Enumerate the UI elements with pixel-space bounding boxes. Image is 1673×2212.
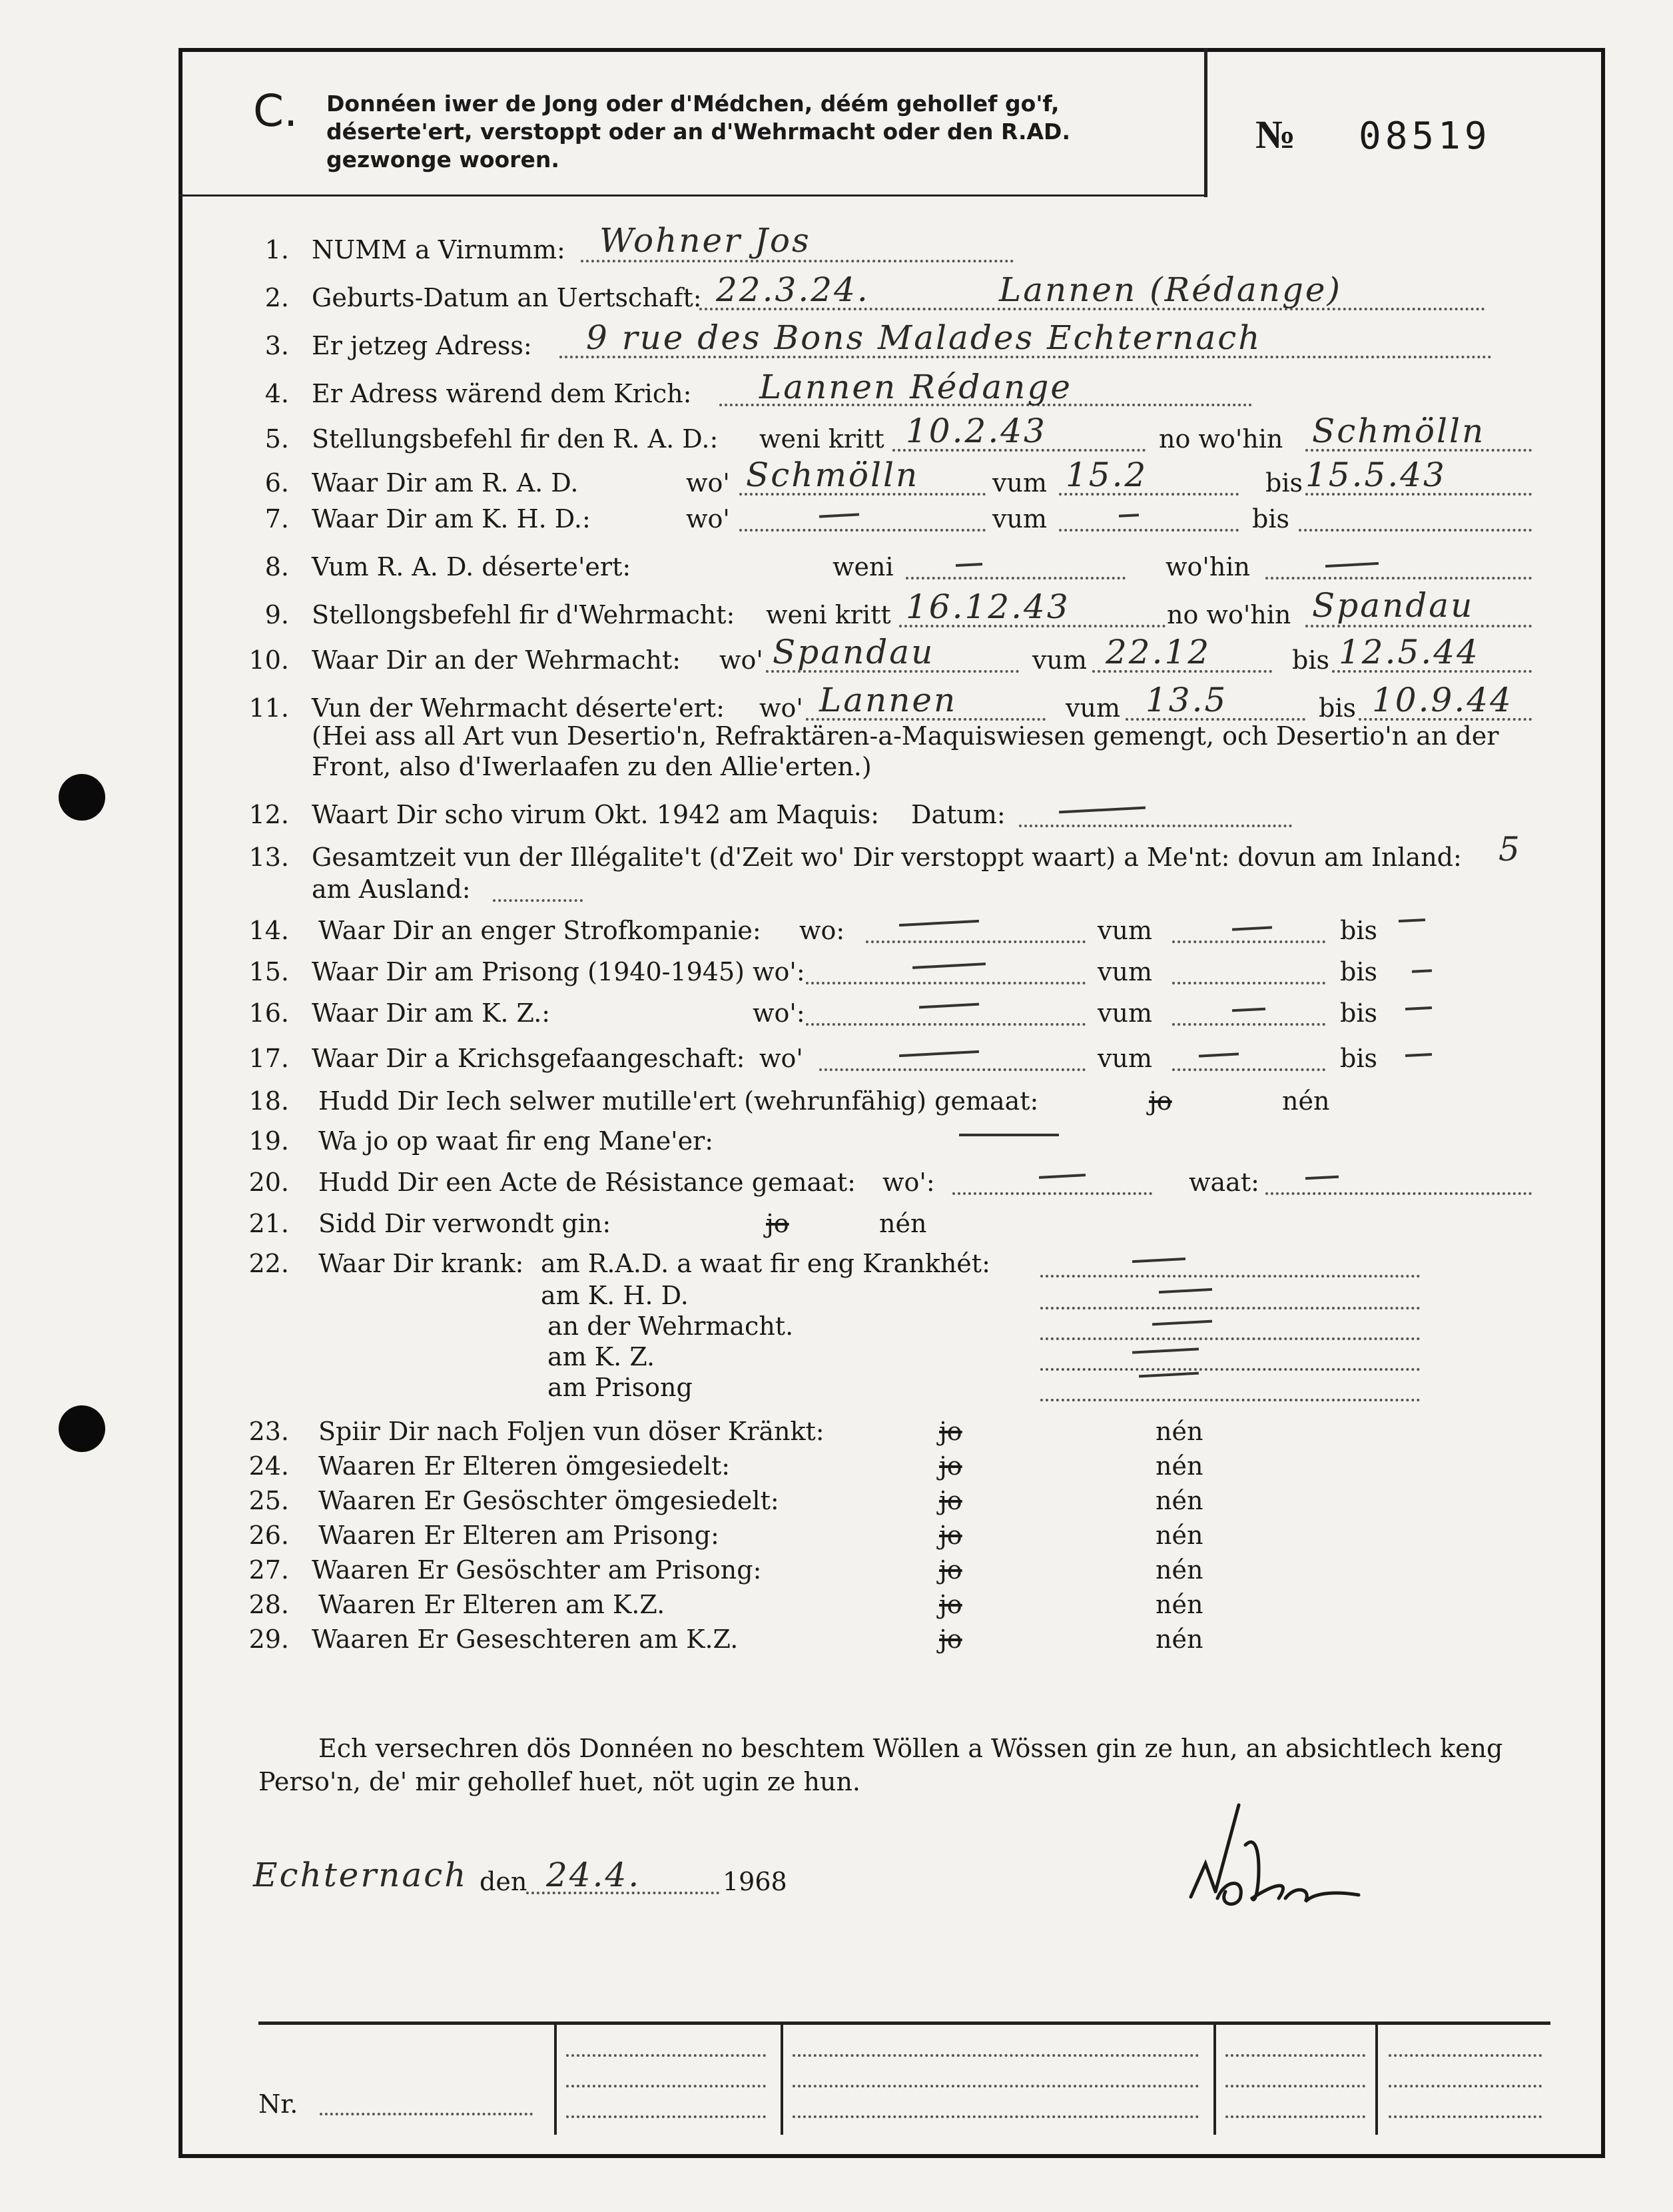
label-wo: wo' (686, 468, 730, 498)
fill-line (320, 2113, 533, 2115)
label-vum: vum (1098, 957, 1152, 986)
jo-crossed[interactable]: jo (939, 1521, 962, 1550)
fill-line (566, 2115, 766, 2118)
label-krichsgefaangeschaft: Waar Dir a Krichsgefaangeschaft: (312, 1044, 745, 1073)
label-wehrmacht-desert: Vun der Wehrmacht déserte'ert: (312, 693, 725, 723)
label-geseschteren-kz: Waaren Er Geseschteren am K.Z. (312, 1625, 739, 1654)
birth-place-value[interactable]: Lannen (Rédange) (999, 270, 1342, 309)
signature (1179, 1798, 1379, 1925)
label-krank: Waar Dir krank: (318, 1249, 524, 1278)
label-vum: vum (1066, 693, 1120, 723)
label-weni-kritt: weni kritt (766, 600, 891, 629)
wehrmacht-place[interactable]: Spandau (773, 633, 935, 671)
row-number: 15. (248, 957, 289, 986)
label-rad-desert: Vum R. A. D. déserte'ert: (312, 552, 631, 581)
row-number: 28. (248, 1590, 289, 1619)
row-number: 5. (264, 424, 289, 454)
rad-from[interactable]: 15.2 (1066, 456, 1148, 494)
fill-line (1040, 1275, 1420, 1278)
label-wehrmacht: Waar Dir an der Wehrmacht: (312, 645, 681, 675)
rad-order-place[interactable]: Schmölln (1312, 412, 1486, 450)
fill-line (1040, 1399, 1420, 1401)
label-wohin: wo'hin (1166, 552, 1250, 581)
signing-date[interactable]: 24.4. (546, 1856, 641, 1894)
fill-line (1389, 2115, 1542, 2118)
krank-wehrmacht: an der Wehrmacht. (547, 1311, 794, 1341)
fill-line (866, 940, 1086, 943)
row-number: 2. (264, 283, 289, 312)
row-number: 7. (264, 504, 289, 534)
number-sign: № (1255, 113, 1296, 157)
label-mutille: Hudd Dir Iech selwer mutille'ert (wehrunfähig) gemaat: (318, 1086, 1039, 1116)
birth-date-value[interactable]: 22.3.24. (716, 270, 870, 309)
footer-divider (1213, 2022, 1216, 2135)
label-elteren-kz: Waaren Er Elteren am K.Z. (318, 1590, 665, 1619)
row-number: 27. (248, 1555, 289, 1585)
label-ausland: am Ausland: (312, 875, 471, 904)
row-number: 1. (264, 235, 289, 264)
label-elteren-prisong: Waaren Er Elteren am Prisong: (318, 1521, 719, 1550)
fill-line (1040, 1337, 1420, 1340)
label-datum: Datum: (911, 800, 1006, 829)
row-number: 4. (264, 379, 289, 408)
label-wo: wo': (753, 957, 805, 986)
label-wo: wo: (799, 916, 845, 945)
row-number: 11. (248, 693, 289, 723)
wehrmacht-order-place[interactable]: Spandau (1312, 586, 1475, 625)
wehrmacht-to[interactable]: 12.5.44 (1339, 633, 1480, 671)
label-gesoschter-omgesiedelt: Waaren Er Gesöschter ömgesiedelt: (318, 1486, 779, 1515)
label-no-wohin: no wo'hin (1159, 424, 1283, 454)
row-number: 14. (248, 916, 289, 945)
row-number: 9. (264, 600, 289, 629)
desert-to[interactable]: 10.9.44 (1372, 681, 1513, 719)
label-address: Er jetzeg Adress: (312, 331, 532, 360)
nen-option[interactable]: nén (1156, 1625, 1203, 1654)
nen-option[interactable]: nén (1156, 1590, 1203, 1619)
section-title: Donnéen iwer de Jong oder d'Médchen, déém gehollef go'f, déserte'ert, verstoppt oder an d'Wehrmacht oder den R.AD. gezwonge wooren. (326, 91, 1070, 173)
label-waat: waat: (1189, 1168, 1259, 1197)
label-vum: vum (992, 504, 1047, 534)
wehrmacht-from[interactable]: 22.12 (1106, 633, 1211, 671)
fill-line (1265, 577, 1532, 579)
nen-option[interactable]: nén (1156, 1521, 1203, 1550)
jo-crossed[interactable]: jo (939, 1625, 962, 1654)
label-bis: bis (1340, 916, 1377, 945)
nen-option[interactable]: nén (1156, 1451, 1203, 1481)
row-number: 10. (248, 645, 289, 675)
label-maquis: Waart Dir scho virum Okt. 1942 am Maquis: (312, 800, 880, 829)
fill-line (1172, 982, 1325, 984)
label-verwondt: Sidd Dir verwondt gin: (318, 1209, 611, 1238)
label-nr: Nr. (258, 2089, 298, 2119)
fill-line (1225, 2085, 1365, 2087)
row-number: 25. (248, 1486, 289, 1515)
jo-crossed[interactable]: jo (939, 1590, 962, 1619)
fill-line (1305, 625, 1532, 627)
label-birth: Geburts-Datum an Uertschaft: (312, 283, 702, 312)
signing-place[interactable]: Echternach (253, 1856, 468, 1894)
fill-line (493, 899, 583, 902)
label-bis: bis (1292, 645, 1329, 675)
desert-place[interactable]: Lannen (819, 681, 958, 719)
label-no-wohin: no wo'hin (1167, 600, 1291, 629)
label-khd: Waar Dir am K. H. D.: (312, 504, 591, 534)
label-wo: wo' (759, 1044, 803, 1073)
row-number: 24. (248, 1451, 289, 1481)
label-bis: bis (1252, 504, 1289, 534)
jo-crossed[interactable]: jo (939, 1486, 962, 1515)
blank-dash (959, 1134, 1059, 1136)
label-vum: vum (1098, 916, 1152, 945)
row-number: 18. (248, 1086, 289, 1116)
fill-line (1225, 2054, 1365, 2057)
label-vum: vum (1098, 1044, 1152, 1073)
address-value[interactable]: 9 rue des Bons Malades Echternach (586, 318, 1262, 357)
label-name: NUMM a Virnumm: (312, 235, 565, 264)
jo-crossed[interactable]: jo (766, 1209, 789, 1238)
label-vum: vum (1098, 998, 1152, 1028)
fill-line (1059, 529, 1239, 532)
wehrmacht-order-date[interactable]: 16.12.43 (906, 587, 1070, 626)
punch-hole-bottom (59, 1405, 105, 1452)
row-number: 16. (248, 998, 289, 1028)
krank-rad: am R.A.D. a waat fir eng Krankhét: (541, 1249, 990, 1278)
row-number: 20. (248, 1168, 289, 1197)
fill-line (819, 1068, 1086, 1071)
nen-option[interactable]: nén (1156, 1417, 1203, 1446)
label-wehrmacht-order: Stellongsbefehl fir d'Wehrmacht: (312, 600, 735, 629)
fill-line (1040, 1368, 1420, 1371)
signature-graphic (1179, 1798, 1379, 1925)
label-bis: bis (1340, 957, 1377, 986)
label-wo: wo' (686, 504, 730, 534)
label-weni: weni (833, 552, 894, 581)
war-address-value[interactable]: Lannen Rédange (759, 368, 1072, 406)
label-maneer: Wa jo op waat fir eng Mane'er: (318, 1126, 714, 1156)
label-rad-order: Stellungsbefehl fir den R. A. D.: (312, 424, 719, 454)
rad-order-date[interactable]: 10.2.43 (906, 412, 1047, 450)
label-rad: Waar Dir am R. A. D. (312, 468, 579, 498)
fill-line (793, 2085, 1199, 2087)
rad-to[interactable]: 15.5.43 (1305, 456, 1447, 494)
label-vum: vum (1032, 645, 1087, 675)
fill-line (1265, 1192, 1532, 1195)
label-wo: wo' (719, 645, 763, 675)
row-number: 23. (248, 1417, 289, 1446)
fill-line (1225, 2115, 1365, 2118)
row-number: 17. (248, 1044, 289, 1073)
desertion-note: (Hei ass all Art vun Desertio'n, Refraktären-a-Maquiswiesen gemengt, och Desertio'n an der Front, also d'Iwerlaafen zu den Allie'erten.) (312, 721, 1499, 781)
label-prisong: Waar Dir am Prisong (1940-1945) (312, 957, 745, 986)
fill-line (793, 2115, 1199, 2118)
header-divider (1204, 48, 1207, 197)
fill-line (581, 260, 1014, 262)
declaration-text: Ech versechren dös Donnéen no beschtem Wöllen a Wössen gin ze hun, an absichtlech keng Perso'n, de' mir gehollef huet, nöt ugin ze hun. (258, 1734, 1503, 1796)
label-bis: bis (1265, 468, 1303, 498)
row-number: 26. (248, 1521, 289, 1550)
jo-crossed[interactable]: jo (939, 1555, 962, 1585)
fill-line (566, 2054, 766, 2057)
row-number: 21. (248, 1209, 289, 1238)
krank-prisong: am Prisong (547, 1373, 693, 1402)
form-number: 08519 (1359, 115, 1491, 158)
row-number: 19. (248, 1126, 289, 1156)
label-gesoschter-prisong: Waaren Er Gesöschter am Prisong: (312, 1555, 762, 1585)
header-rule (178, 194, 1204, 196)
label-bis: bis (1340, 998, 1377, 1028)
desert-from[interactable]: 13.5 (1146, 681, 1228, 719)
label-resistance: Hudd Dir een Acte de Résistance gemaat: (318, 1168, 856, 1197)
footer-divider (781, 2022, 783, 2135)
label-wo: wo': (882, 1168, 935, 1197)
nen-option[interactable]: nén (1156, 1555, 1203, 1585)
label-bis: bis (1340, 1044, 1377, 1073)
row-number: 13. (248, 843, 289, 872)
footer-divider (1375, 2022, 1378, 2135)
fill-line (1389, 2085, 1542, 2087)
nen-option[interactable]: nén (1282, 1086, 1330, 1116)
fill-line (952, 1192, 1152, 1195)
row-number: 29. (248, 1625, 289, 1654)
jo-crossed[interactable]: jo (939, 1417, 962, 1446)
fill-line (806, 1023, 1086, 1026)
label-elteren-omgesiedelt: Waaren Er Elteren ömgesiedelt: (318, 1451, 731, 1481)
fill-line (1172, 1023, 1325, 1026)
fill-line (566, 2085, 766, 2087)
fill-line (1040, 1307, 1420, 1309)
fill-line (1299, 529, 1532, 532)
row-number: 8. (264, 552, 289, 581)
nen-option[interactable]: nén (1156, 1486, 1203, 1515)
fill-line (1172, 1068, 1325, 1071)
label-bis: bis (1319, 693, 1356, 723)
row-number: 3. (264, 331, 289, 360)
krank-kz: am K. Z. (547, 1342, 655, 1371)
label-strofkompanie: Waar Dir an enger Strofkompanie: (318, 916, 761, 945)
fill-line (906, 577, 1126, 579)
row-number: 12. (248, 800, 289, 829)
label-wo: wo': (753, 998, 805, 1028)
label-war-address: Er Adress wärend dem Krich: (312, 379, 692, 408)
label-weni-kritt: weni kritt (759, 424, 884, 454)
label-kz: Waar Dir am K. Z.: (312, 998, 551, 1028)
row-number: 22. (248, 1249, 289, 1278)
fill-line (1172, 940, 1325, 943)
fill-line (1019, 825, 1292, 827)
label-foljen: Spiir Dir nach Foljen vun döser Kränkt: (318, 1417, 825, 1446)
footer-divider (554, 2022, 557, 2135)
label-vum: vum (992, 468, 1047, 498)
inland-months[interactable]: 5 (1499, 830, 1522, 869)
rad-place[interactable]: Schmölln (746, 456, 920, 494)
fill-line (793, 2054, 1199, 2057)
row-number: 6. (264, 468, 289, 498)
punch-hole-top (59, 774, 105, 821)
name-value[interactable]: Wohner Jos (599, 221, 811, 260)
fill-line (806, 982, 1086, 984)
signing-year: 1968 (723, 1867, 787, 1896)
fill-line (739, 529, 986, 532)
nen-option[interactable]: nén (879, 1209, 927, 1238)
label-illegality: Gesamtzeit vun der Illégalite't (d'Zeit wo' Dir verstoppt waart) a Me'nt: dovun am Inland: (312, 843, 1462, 872)
footer-rule-top (258, 2022, 1550, 2025)
label-wo: wo' (759, 693, 803, 723)
jo-crossed[interactable]: jo (1149, 1086, 1172, 1116)
section-letter: C. (253, 85, 298, 137)
label-den: den (480, 1867, 527, 1896)
fill-line (1389, 2054, 1542, 2057)
krank-khd: am K. H. D. (541, 1281, 689, 1310)
jo-crossed[interactable]: jo (939, 1451, 962, 1481)
